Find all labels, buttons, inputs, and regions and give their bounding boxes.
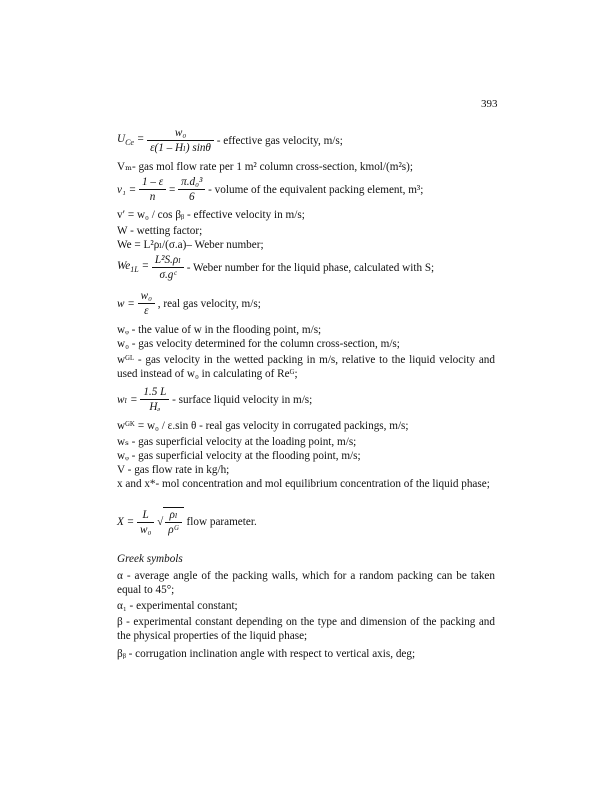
definition-wgk: wᴳᴷ = w₀ / ε.sin θ - real gas velocity in corrugated packings, m/s; bbox=[117, 420, 409, 432]
definition-gas-flow-rate: V - gas flow rate in kg/h; bbox=[117, 464, 230, 476]
eq-lhs: w = bbox=[117, 297, 135, 310]
eq-lhs: X = bbox=[117, 516, 135, 528]
eq-numerator: 1.5 L bbox=[143, 386, 167, 398]
eq-description: - Weber number for the liquid phase, calculated with S; bbox=[186, 261, 435, 274]
eq-lhs-sub: 1L bbox=[130, 265, 139, 275]
sqrt-icon: √ $\frac{\text{ρₗ}}{\text{ρᴳ}}$ bbox=[157, 507, 184, 537]
eq-lhs-sub: Ce bbox=[125, 138, 134, 148]
eq-lhs: U bbox=[117, 133, 126, 146]
eq-lhs: v₁ = bbox=[117, 183, 137, 196]
eq-description: - effective gas velocity, m/s; bbox=[216, 134, 343, 147]
definition-vm: Vₘ- gas mol flow rate per 1 m² column cross-section, kmol/(m²s); bbox=[117, 161, 413, 173]
equation-packing-element-volume: v₁ = $\frac{1 - \varepsilon}{n}$ = $\frac{\text{π.d₀³}}{6}$ - volume of the equivalent packing element, m³; bbox=[117, 176, 424, 203]
definition-wfl: wᵩ - gas superficial velocity at the flooding point, m/s; bbox=[117, 450, 361, 462]
eq-description: , real gas velocity, m/s; bbox=[157, 297, 261, 310]
equation-real-gas-velocity bbox=[117, 289, 261, 318]
definition-weber-number: We = L²ρₗ/(σ.a)– Weber number; bbox=[117, 239, 264, 251]
eq-denominator: ε bbox=[138, 303, 155, 318]
eq-denominator: w₀ bbox=[137, 522, 154, 537]
definition-wgl: wᴳᴸ - gas velocity in the wetted packing in m/s, relative to the liquid velocity and used instead of w₀ in calculating of Reᴳ; bbox=[117, 354, 495, 380]
eq-denominator: ε(1 – Hₗ) sinθ bbox=[147, 140, 214, 155]
eq-denominator: ρᴳ bbox=[165, 522, 181, 537]
definition-wetting-factor: W - wetting factor; bbox=[117, 225, 203, 237]
definition-concentrations: x and x*- mol concentration and mol equilibrium concentration of the liquid phase; bbox=[117, 478, 490, 490]
eq-denominator: Hₔ bbox=[140, 399, 169, 414]
eq-description: - volume of the equivalent packing element, m³; bbox=[208, 183, 424, 196]
definition-v-prime: v′ = w₀ / cos βᵦ - effective velocity in m/s; bbox=[117, 209, 305, 221]
eq-numerator: L bbox=[142, 508, 149, 521]
section-heading-greek: Greek symbols bbox=[117, 553, 183, 565]
definition-alpha1: α₁ - experimental constant; bbox=[117, 600, 238, 612]
definition-beta-b: βᵦ - corrugation inclination angle with respect to vertical axis, deg; bbox=[117, 648, 416, 660]
eq-lhs: wₗ = bbox=[117, 394, 138, 406]
equation-effective-gas-velocity: $U_{Ce}$ = $\frac{\text{w₀}}{\text{ε(1 – Hₗ) sinθ}}$ - effective gas velocity, m/s; bbox=[117, 127, 343, 154]
page-number: 393 bbox=[481, 98, 498, 110]
eq-denominator: 6 bbox=[178, 189, 205, 204]
definition-beta: β - experimental constant depending on the type and dimension of the packing and the physical properties of the liquid phase; bbox=[117, 616, 495, 642]
equation-weber-liquid: $We_{1L}$ = $\frac{\text{L²S.ρₗ}}{\text{σ.gᶜ}}$ - Weber number for the liquid phase, calculated with S; bbox=[117, 254, 435, 281]
equation-flow-parameter bbox=[117, 507, 257, 537]
definition-w0: w₀ - gas velocity determined for the column cross-section, m/s; bbox=[117, 338, 400, 350]
eq-lhs: We bbox=[117, 260, 131, 273]
eq-numerator: w₀ bbox=[174, 127, 187, 139]
eq-numerator: π.d₀³ bbox=[181, 176, 203, 188]
eq-description: - surface liquid velocity in m/s; bbox=[172, 393, 313, 406]
eq-numerator: 1 – ε bbox=[142, 176, 164, 188]
definition-wf: wᵩ - the value of w in the flooding point, m/s; bbox=[117, 324, 322, 336]
equation-surface-liquid-velocity bbox=[117, 385, 312, 414]
eq-numerator: ρₗ bbox=[169, 509, 178, 521]
eq-numerator: L²S.ρₗ bbox=[154, 254, 181, 266]
eq-denominator: σ.gᶜ bbox=[152, 267, 184, 282]
eq-numerator: w₀ bbox=[140, 290, 152, 302]
definition-ws: wₛ - gas superficial velocity at the loading point, m/s; bbox=[117, 436, 357, 448]
eq-description: flow parameter. bbox=[186, 516, 257, 528]
definition-alpha: α - average angle of the packing walls, which for a random packing can be taken equal to 45°; bbox=[117, 570, 495, 596]
eq-denominator: n bbox=[139, 189, 166, 204]
